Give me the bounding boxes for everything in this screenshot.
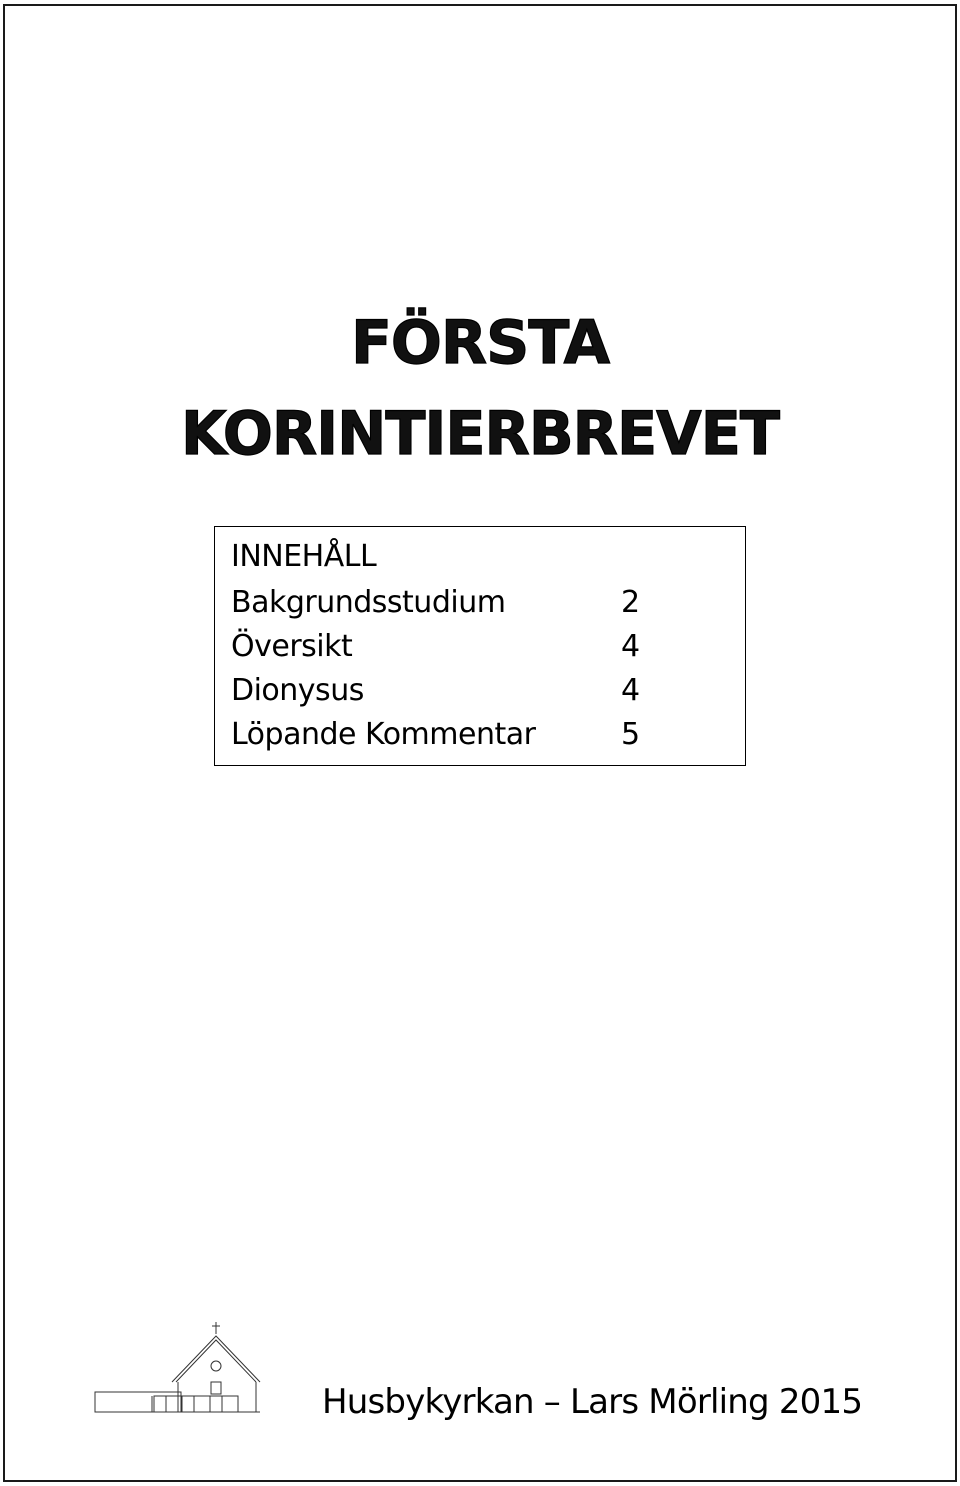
church-icon (94, 1320, 262, 1416)
toc-item (231, 669, 651, 713)
toc-item-page: 2 (621, 585, 640, 620)
document-title-line-1: FÖRSTA (350, 308, 610, 378)
toc-item-label: Dionysus (231, 673, 364, 708)
document-title-line-2: KORINTIERBREVET (180, 399, 780, 469)
toc-item-page: 5 (621, 717, 640, 752)
toc-item-page: 4 (621, 629, 640, 664)
toc-list (231, 581, 651, 757)
toc-item-label: Översikt (231, 629, 353, 664)
toc-item (231, 581, 651, 625)
toc-item-label: Bakgrundsstudium (231, 585, 506, 620)
toc-item-label: Löpande Kommentar (231, 717, 536, 752)
toc-heading: INNEHÅLL (231, 539, 377, 574)
footer-text: Husbykyrkan – Lars Mörling 2015 (322, 1382, 863, 1422)
toc-item (231, 625, 651, 669)
toc-item-page: 4 (621, 673, 640, 708)
table-of-contents (214, 526, 746, 766)
toc-item (231, 713, 651, 757)
